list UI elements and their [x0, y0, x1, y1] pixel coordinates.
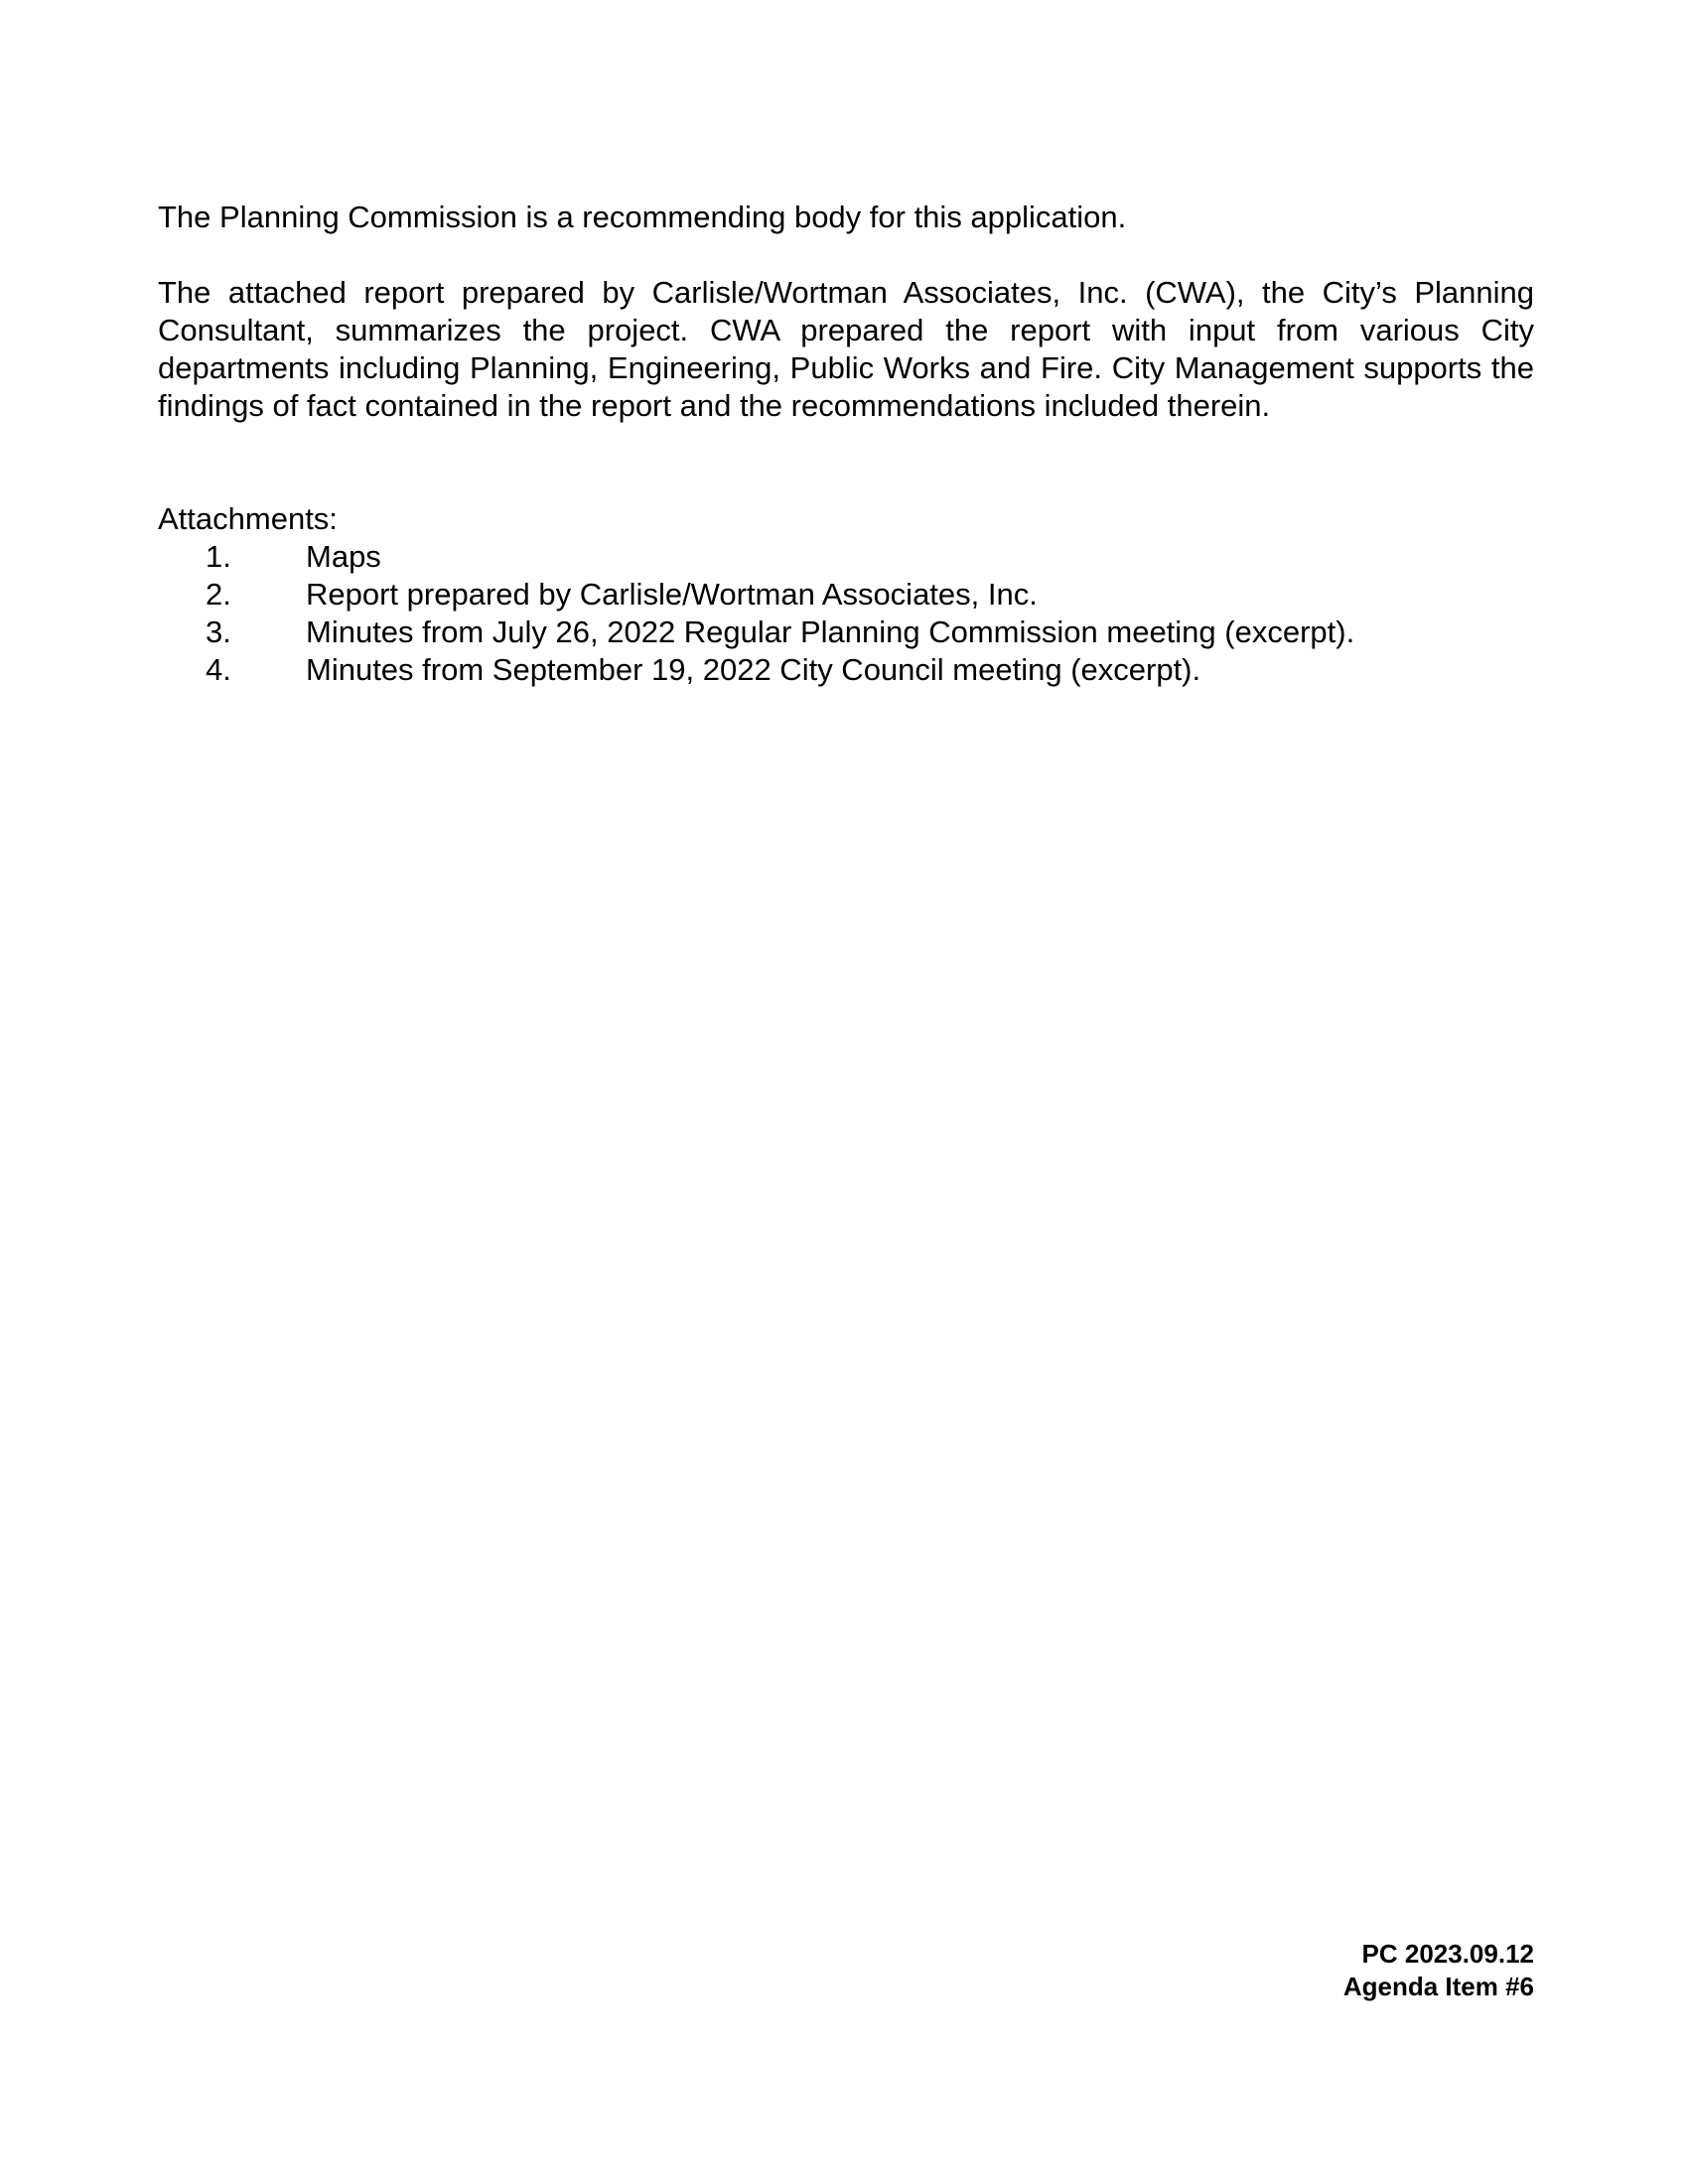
attachments-heading: Attachments:	[158, 501, 338, 536]
attachments-list	[158, 538, 1534, 689]
attachment-number: 3.	[206, 614, 231, 649]
footer-meeting-date: PC 2023.09.12	[1361, 1939, 1534, 1969]
attachment-number: 2.	[206, 577, 231, 612]
footer-agenda-item: Agenda Item #6	[1342, 1972, 1534, 2001]
attachment-number: 1.	[206, 539, 231, 574]
attachment-item	[158, 651, 1534, 689]
attachment-number: 4.	[206, 652, 231, 687]
attachment-text: Report prepared by Carlisle/Wortman Associates, Inc.	[306, 577, 1038, 612]
intro-paragraph: The Planning Commission is a recommending body for this application.	[158, 200, 1127, 234]
attachment-item	[158, 576, 1534, 614]
attachment-text: Maps	[306, 539, 381, 574]
attachment-text: Minutes from July 26, 2022 Regular Planning Commission meeting (excerpt).	[306, 614, 1355, 649]
page-footer	[1343, 1938, 1534, 2003]
attachment-text: Minutes from September 19, 2022 City Council meeting (excerpt).	[306, 652, 1201, 687]
attachment-item	[158, 538, 1534, 576]
attachment-item	[158, 614, 1534, 651]
summary-paragraph: The attached report prepared by Carlisle/Wortman Associates, Inc. (CWA), the City’s Planning Consultant, summarizes the project. CWA prepared the report with input from various City departments including Planning, Engineering, Public Works and Fire. City Management supports the findings of fact contained in the report and the recommendations included therein.	[158, 275, 1534, 423]
